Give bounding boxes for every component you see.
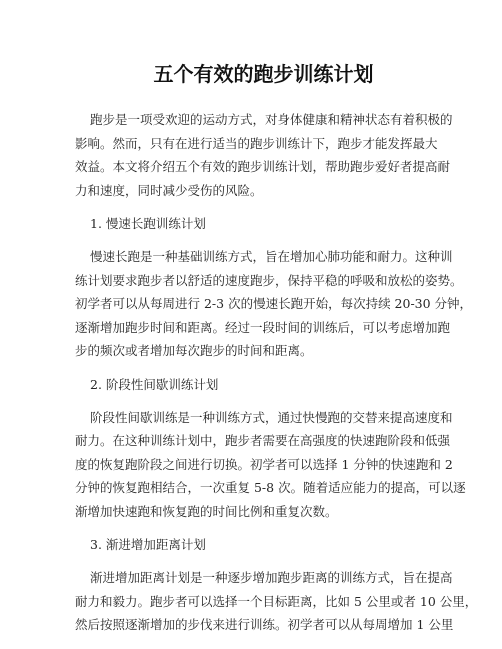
paragraph-line: 耐力。在这种训练计划中，跑步者需要在高强度的快速跑阶段和低强 bbox=[75, 433, 451, 448]
paragraph-line: 阶段性间歇训练是一种训练方式，通过快慢跑的交替来提高速度和 bbox=[90, 409, 453, 425]
paragraph-line: 效益。本文将介绍五个有效的跑步训练计划，帮助跑步爱好者提高耐 bbox=[75, 159, 451, 174]
paragraph-line: 分钟的恢复跑相结合，一次重复 5-8 次。随着适应能力的提高，可以逐 bbox=[75, 480, 466, 495]
paragraph-line: 耐力和毅力。跑步者可以选择一个目标距离，比如 5 公里或者 10 公里， bbox=[75, 593, 478, 609]
section-heading: 3. 渐进增加距离计划 bbox=[90, 537, 206, 552]
document-title: 五个有效的跑步训练计划 bbox=[153, 62, 374, 86]
intro-paragraph bbox=[75, 108, 462, 202]
paragraph-line: 力和速度，同时减少受伤的风险。 bbox=[75, 182, 263, 198]
paragraph-line: 步的频次或者增加每次跑步的时间和距离。 bbox=[75, 343, 313, 358]
paragraph-line: 渐增加快速跑和恢复跑的时间比例和重复次数。 bbox=[75, 503, 338, 519]
paragraph-line: 慢速长跑是一种基础训练方式，旨在增加心肺功能和耐力。这种训 bbox=[90, 249, 453, 264]
paragraph-line: 然后按照逐渐增加的步伐来进行训练。初学者可以从每周增加 1 公里 bbox=[75, 617, 454, 632]
section-heading: 2. 阶段性间歇训练计划 bbox=[90, 376, 219, 392]
section-paragraph bbox=[75, 245, 473, 363]
paragraph-line: 度的恢复跑阶段之间进行切换。初学者可以选择 1 分钟的快速跑和 2 bbox=[75, 456, 453, 472]
section-heading: 1. 慢速长跑训练计划 bbox=[90, 216, 206, 231]
paragraph-line: 影响。然而，只有在进行适当的跑步训练计下，跑步才能发挥最大 bbox=[75, 135, 438, 151]
section-paragraph bbox=[75, 566, 478, 637]
paragraph-line: 练计划要求跑步者以舒适的速度跑步，保持平稳的呼吸和放松的姿势。 bbox=[75, 272, 463, 288]
section-paragraph bbox=[75, 406, 466, 524]
paragraph-line: 逐渐增加跑步时间和距离。经过一段时间的训练后，可以考虑增加跑 bbox=[75, 319, 451, 335]
paragraph-line: 初学者可以从每周进行 2-3 次的慢速长跑开始，每次持续 20-30 分钟， bbox=[75, 296, 473, 311]
paragraph-line: 跑步是一项受欢迎的运动方式，对身体健康和精神状态有着积极的 bbox=[90, 112, 453, 127]
paragraph-line: 渐进增加距离计划是一种逐步增加跑步距离的训练方式，旨在提高 bbox=[90, 570, 453, 585]
